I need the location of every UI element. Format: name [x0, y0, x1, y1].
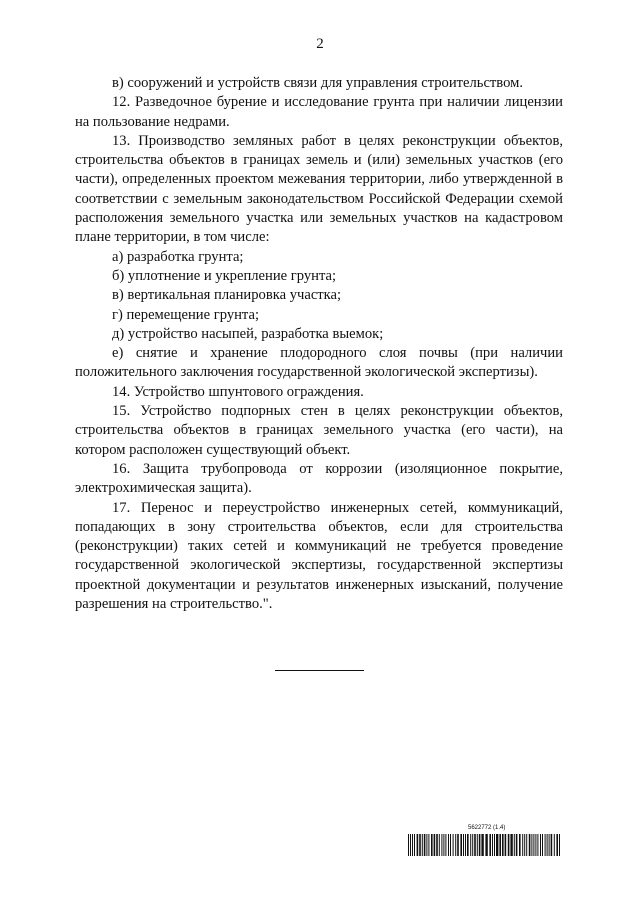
- barcode-caption: 5622772 (1.4): [468, 825, 506, 831]
- barcode-bar: [489, 834, 491, 856]
- paragraph-subitem-g: г) перемещение грунта;: [112, 306, 260, 323]
- barcode-bar: [472, 834, 473, 856]
- barcode-bar: [545, 834, 546, 856]
- barcode-bar: [529, 834, 531, 856]
- paragraph-subitem-e: е) снятие и хранение плодородного слоя почвы (при наличии положительного заключения государственной экологической экспертизы).: [75, 345, 563, 381]
- paragraph-item-16: 16. Защита трубопровода от коррозии (изоляционное покрытие, электрохимическая защита).: [75, 460, 563, 497]
- barcode-bar: [410, 834, 411, 856]
- barcode-bar: [514, 834, 515, 856]
- barcode-bar: [419, 834, 421, 856]
- paragraph-subitem-d: д) устройство насыпей, разработка выемок;: [112, 325, 384, 342]
- paragraph-subitem-a: а) разработка грунта;: [112, 248, 244, 265]
- barcode-bar: [535, 834, 536, 856]
- barcode-bar: [526, 834, 527, 856]
- paragraph-item-15: 15. Устройство подпорных стен в целях реконструкции объектов, строительства объектов в границах земельного участка (его части), на котором расположен существующий объект.: [75, 403, 563, 458]
- barcode-bar: [467, 834, 469, 856]
- barcode-bar: [533, 834, 534, 856]
- barcode-bar: [436, 834, 438, 856]
- barcode-bar: [426, 834, 427, 856]
- barcode-bar: [542, 834, 543, 856]
- barcode-bar: [516, 834, 518, 856]
- barcode-bar: [457, 834, 459, 856]
- paragraph-item-12: 12. Разведочное бурение и исследование грунта при наличии лицензии на пользование недрами.: [75, 94, 563, 130]
- barcode-bar: [505, 834, 507, 856]
- barcode-bar: [434, 834, 436, 856]
- barcode-bar: [448, 834, 449, 856]
- barcode-bar: [417, 834, 419, 856]
- barcode-bar: [537, 834, 538, 856]
- page-number: 2: [316, 36, 324, 52]
- barcode-bar: [445, 834, 446, 856]
- barcode-bar: [556, 834, 558, 856]
- barcode-icon: [408, 834, 562, 856]
- barcode-bar: [439, 834, 440, 856]
- barcode-bar: [540, 834, 541, 856]
- paragraph-subitem-b: б) уплотнение и укрепление грунта;: [112, 267, 337, 284]
- barcode-bar: [453, 834, 454, 856]
- document-body: [75, 74, 563, 614]
- barcode-bar: [408, 834, 409, 856]
- barcode-bar: [479, 834, 481, 856]
- barcode-bar: [551, 834, 553, 856]
- paragraph-item-14: 14. Устройство шпунтового ограждения.: [112, 383, 364, 400]
- barcode-bar: [496, 834, 498, 856]
- barcode-bar: [450, 834, 451, 856]
- barcode-bar: [508, 834, 510, 856]
- barcode-bar: [502, 834, 504, 856]
- barcode-bar: [524, 834, 525, 856]
- paragraph-item-v: в) сооружений и устройств связи для управления строительством.: [112, 75, 523, 91]
- barcode-bar: [510, 834, 512, 856]
- barcode-bar: [460, 834, 462, 856]
- barcode-bar: [519, 834, 521, 856]
- paragraph-item-17: 17. Перенос и переустройство инженерных сетей, коммуникаций, попадающих в зону строительства объектов, если для строительства (реконструкции) таких сетей и коммуникаций не требуется проведение государственной экологической экспертизы, государственной экспертизы проектной документации и результатов инженерных изысканий, получение разрешения на строительство.".: [75, 499, 563, 613]
- barcode-bar: [485, 834, 487, 856]
- barcode-bar: [441, 834, 442, 856]
- barcode-bar: [481, 834, 483, 856]
- barcode-bar: [412, 834, 413, 856]
- barcode-bar: [559, 834, 560, 856]
- paragraph-item-13: 13. Производство земляных работ в целях реконструкции объектов, строительства объектов в границах земель и (или) земельных участков (его части), определенных проектом межевания территории, либо утвержденной в соответствии с земельным законодательством Российской Федерации схемой расположения земельного участка или земельных участков на кадастровом плане территории, в том числе:: [75, 132, 563, 246]
- barcode-bar: [499, 834, 501, 856]
- barcode-bar: [554, 834, 555, 856]
- barcode-bar: [465, 834, 466, 856]
- barcode-bar: [431, 834, 433, 856]
- barcode-bar: [547, 834, 548, 856]
- barcode-bar: [474, 834, 476, 856]
- barcode-bar: [477, 834, 478, 856]
- barcode-bar: [549, 834, 550, 856]
- paragraph-subitem-v: в) вертикальная планировка участка;: [112, 287, 342, 304]
- barcode-bar: [470, 834, 471, 856]
- barcode-bar: [522, 834, 523, 856]
- barcode-bar: [463, 834, 464, 856]
- barcode-bar: [494, 834, 495, 856]
- barcode-bar: [455, 834, 456, 856]
- barcode-bar: [424, 834, 426, 856]
- barcode-bar: [422, 834, 423, 856]
- barcode-bar: [428, 834, 429, 856]
- barcode-bar: [443, 834, 444, 856]
- barcode-bar: [414, 834, 415, 856]
- barcode-bar: [531, 834, 532, 856]
- document-barcode: [408, 825, 562, 857]
- barcode-bar: [492, 834, 493, 856]
- end-divider-line: [275, 670, 364, 671]
